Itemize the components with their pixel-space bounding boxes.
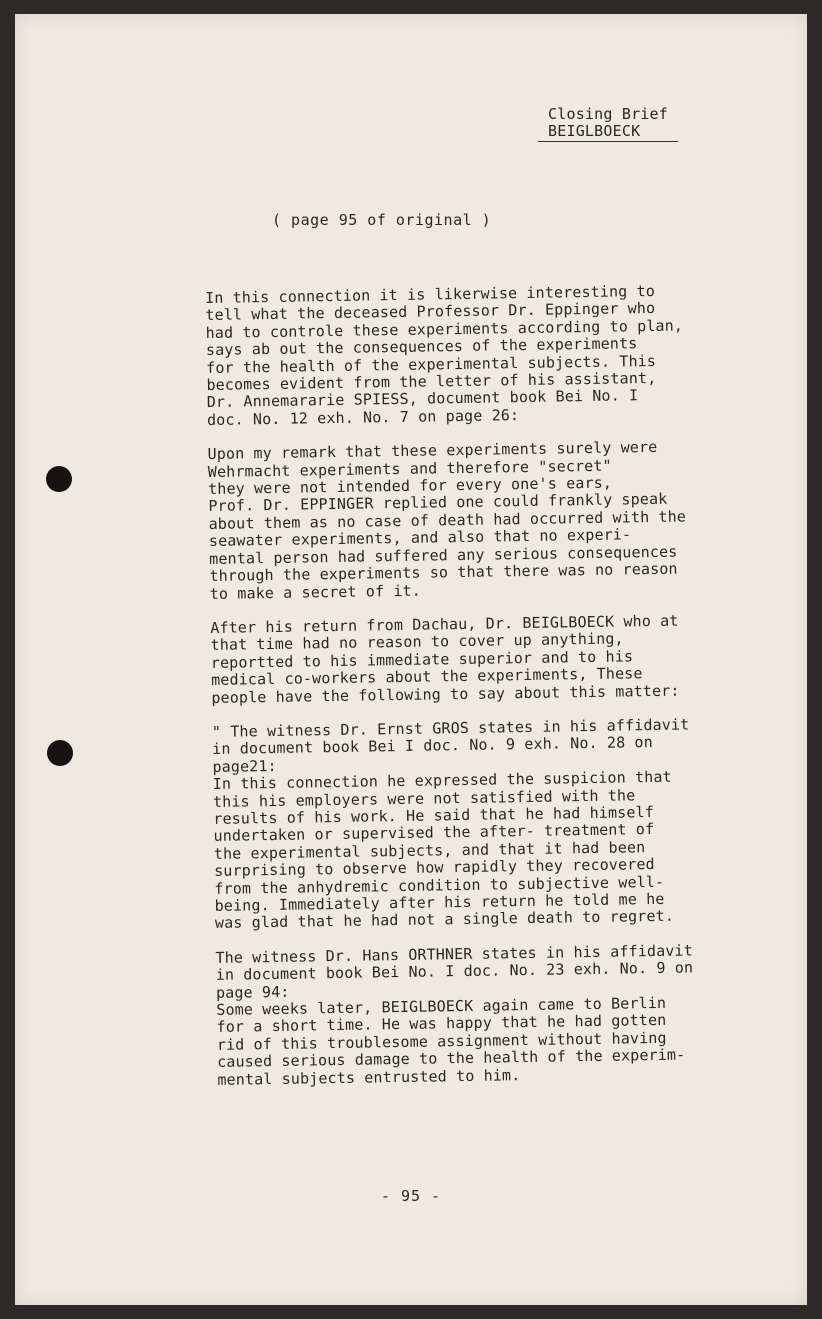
paragraph-intro: In this connection it is likerwise interesting to tell what the deceased Professor Dr. Eppinger who had to controle these experiments according to plan, says ab out the consequences of the experiments for the health of the experimental subjects. This becomes evident from the letter of his assistant, Dr. Annemararie SPIESS, document book Bei No. I doc. No. 12 exh. No. 7 on page 26: <box>204 281 684 429</box>
paragraph-return-from-dachau: After his return from Dachau, Dr. BEIGLBOECK who at that time had no reason to cover up anything, reportted to his immediate superior and to his medical co-workers about the experiments, These people have the following to say about this matter: <box>210 611 680 707</box>
original-page-reference: ( page 95 of original ) <box>272 211 492 229</box>
header-title: Closing Brief <box>548 105 668 123</box>
punch-hole <box>46 466 72 492</box>
document-page <box>15 14 807 1305</box>
page-number: - 95 - <box>380 1187 442 1205</box>
punch-hole <box>47 740 73 766</box>
document-header <box>548 106 678 142</box>
header-defendant-name: BEIGLBOECK <box>538 123 678 142</box>
paragraph-gros-affidavit: " The witness Dr. Ernst GROS states in his affidavit in document book Bei I doc. No. 9 exh. No. 28 on page21: In this connection he expressed the suspicion that this his employers were not satisfied with the results of his work. He said that he had himself undertaken or supervised the after- treatment of the experimental subjects, and that it had been surprising to observe how rapidly they recovered from the anhydremic condition to subjective well- being. Immediately after his return he told me he was glad that he had not a single death to regret. <box>211 715 690 933</box>
document-body <box>205 281 777 1089</box>
paragraph-spiess-quote: Upon my remark that these experiments surely were Wehrmacht experiments and therefore "secret" they were not intended for every one's ears, Prof. Dr. EPPINGER replied one could frankly speak about them as no case of death had occurred with the seawater experiments, and also that no experi- mental person had suffered any serious consequences through the experiments so that there was no reason to make a secret of it. <box>207 438 687 603</box>
paragraph-orthner-affidavit: The witness Dr. Hans ORTHNER states in his affidavit in document book Bei No. I doc. No. 23 exh. No. 9 on page 94: Some weeks later, BEIGLBOECK again came to Berlin for a short time. He was happy that he had gotten rid of this troublesome assignment without having caused serious damage to the health of the experim- mental subjects entrusted to him. <box>215 941 694 1089</box>
